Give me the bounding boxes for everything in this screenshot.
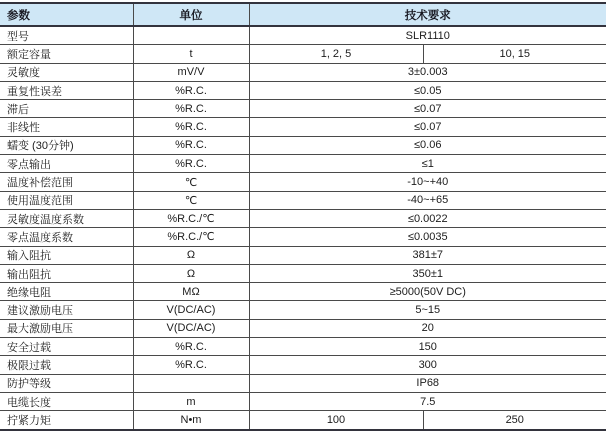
value-cell: 10, 15	[423, 45, 606, 63]
param-cell: 极限过载	[0, 356, 133, 374]
unit-cell: %R.C.	[133, 100, 249, 118]
value-cell: ≤1	[249, 155, 606, 173]
unit-cell: %R.C.	[133, 118, 249, 136]
value-cell: 381±7	[249, 246, 606, 264]
value-cell: 250	[423, 411, 606, 430]
table-row	[0, 155, 606, 173]
unit-cell: N•m	[133, 411, 249, 430]
unit-cell: V(DC/AC)	[133, 301, 249, 319]
table-row	[0, 173, 606, 191]
param-cell: 重复性误差	[0, 81, 133, 99]
param-cell: 输入阻抗	[0, 246, 133, 264]
header-row	[0, 3, 606, 26]
table-row	[0, 26, 606, 45]
unit-cell: %R.C.	[133, 356, 249, 374]
unit-cell: ℃	[133, 191, 249, 209]
unit-cell: Ω	[133, 246, 249, 264]
table-row	[0, 63, 606, 81]
table-row	[0, 136, 606, 154]
param-cell: 额定容量	[0, 45, 133, 63]
param-cell: 绝缘电阻	[0, 283, 133, 301]
value-cell: 7.5	[249, 392, 606, 410]
unit-cell	[133, 26, 249, 45]
unit-cell: m	[133, 392, 249, 410]
param-cell: 蠕变 (30分钟)	[0, 136, 133, 154]
unit-cell: %R.C./℃	[133, 209, 249, 227]
param-cell: 零点温度系数	[0, 228, 133, 246]
table-row	[0, 301, 606, 319]
table-row	[0, 283, 606, 301]
value-cell: -10~+40	[249, 173, 606, 191]
param-cell: 拧紧力矩	[0, 411, 133, 430]
col-header-unit: 单位	[133, 3, 249, 26]
unit-cell	[133, 374, 249, 392]
table-row	[0, 319, 606, 337]
unit-cell: ℃	[133, 173, 249, 191]
value-cell: ≤0.05	[249, 81, 606, 99]
unit-cell: V(DC/AC)	[133, 319, 249, 337]
param-cell: 防护等级	[0, 374, 133, 392]
value-cell: 5~15	[249, 301, 606, 319]
table-row	[0, 411, 606, 430]
unit-cell: mV/V	[133, 63, 249, 81]
value-cell: SLR1110	[249, 26, 606, 45]
param-cell: 安全过载	[0, 338, 133, 356]
table-row	[0, 209, 606, 227]
value-cell: 20	[249, 319, 606, 337]
value-cell: IP68	[249, 374, 606, 392]
param-cell: 滞后	[0, 100, 133, 118]
table-row	[0, 356, 606, 374]
value-cell: ≤0.0035	[249, 228, 606, 246]
table-row	[0, 100, 606, 118]
table-row	[0, 45, 606, 63]
table-row	[0, 338, 606, 356]
unit-cell: Ω	[133, 264, 249, 282]
value-cell: 300	[249, 356, 606, 374]
unit-cell: %R.C.	[133, 155, 249, 173]
spec-table-header	[0, 3, 606, 26]
param-cell: 电缆长度	[0, 392, 133, 410]
value-cell: 1, 2, 5	[249, 45, 423, 63]
param-cell: 输出阻抗	[0, 264, 133, 282]
value-cell: 350±1	[249, 264, 606, 282]
unit-cell: MΩ	[133, 283, 249, 301]
table-row	[0, 264, 606, 282]
col-header-requirement: 技术要求	[249, 3, 606, 26]
col-header-parameter: 参数	[0, 3, 133, 26]
table-row	[0, 228, 606, 246]
param-cell: 非线性	[0, 118, 133, 136]
unit-cell: %R.C./℃	[133, 228, 249, 246]
table-row	[0, 81, 606, 99]
spec-table-body	[0, 26, 606, 430]
value-cell: ≤0.06	[249, 136, 606, 154]
param-cell: 建议激励电压	[0, 301, 133, 319]
table-row	[0, 246, 606, 264]
spec-table	[0, 2, 606, 431]
param-cell: 温度补偿范围	[0, 173, 133, 191]
unit-cell: %R.C.	[133, 81, 249, 99]
param-cell: 最大激励电压	[0, 319, 133, 337]
value-cell: 150	[249, 338, 606, 356]
unit-cell: %R.C.	[133, 338, 249, 356]
unit-cell: t	[133, 45, 249, 63]
param-cell: 灵敏度温度系数	[0, 209, 133, 227]
value-cell: ≤0.07	[249, 118, 606, 136]
value-cell: ≤0.07	[249, 100, 606, 118]
param-cell: 灵敏度	[0, 63, 133, 81]
value-cell: -40~+65	[249, 191, 606, 209]
param-cell: 型号	[0, 26, 133, 45]
table-row	[0, 374, 606, 392]
table-row	[0, 191, 606, 209]
value-cell: ≤0.0022	[249, 209, 606, 227]
table-row	[0, 118, 606, 136]
value-cell: ≥5000(50V DC)	[249, 283, 606, 301]
param-cell: 零点输出	[0, 155, 133, 173]
value-cell: 100	[249, 411, 423, 430]
value-cell: 3±0.003	[249, 63, 606, 81]
table-row	[0, 392, 606, 410]
unit-cell: %R.C.	[133, 136, 249, 154]
param-cell: 使用温度范围	[0, 191, 133, 209]
